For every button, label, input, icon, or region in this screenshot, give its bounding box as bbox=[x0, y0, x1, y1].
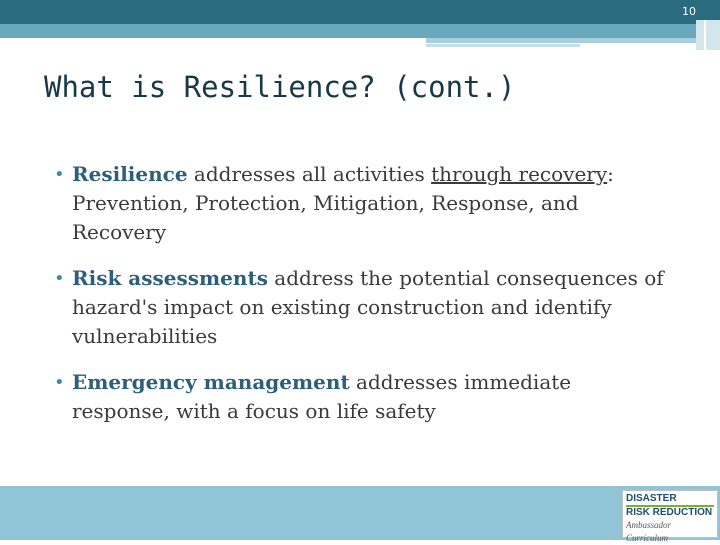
bullet-underlined-text: through recovery bbox=[431, 162, 608, 186]
bullet-text: addresses immediate response, with a focus on life safety bbox=[72, 370, 572, 423]
logo-line-curriculum: Ambassador Curriculum bbox=[626, 520, 672, 543]
bullet-term: Resilience bbox=[72, 162, 188, 186]
header-stripe-thin bbox=[426, 44, 580, 47]
bullet-text: address the potential consequences of hazard's impact on existing construction and identify vulnerabilities bbox=[72, 266, 664, 348]
bullet-text-continued: : Prevention, Protection, Mitigation, Response, and Recovery bbox=[72, 162, 614, 244]
footer-band bbox=[0, 486, 720, 540]
bullet-term: Emergency management bbox=[72, 370, 350, 394]
header-band-light bbox=[0, 24, 720, 38]
bullet-text: addresses all activities bbox=[187, 162, 432, 186]
bullet-marker-icon: • bbox=[54, 372, 65, 393]
bullet-list bbox=[54, 160, 674, 443]
bullet-resilience bbox=[54, 160, 674, 247]
bullet-term: Risk assessments bbox=[72, 266, 268, 290]
header-band bbox=[0, 0, 720, 24]
slide-title: What is Resilience? (cont.) bbox=[44, 70, 516, 104]
header-corner-divider bbox=[704, 20, 706, 50]
bullet-marker-icon: • bbox=[54, 164, 65, 185]
bullet-emergency-management bbox=[54, 368, 674, 426]
drr-logo bbox=[622, 490, 718, 543]
slide-number: 10 bbox=[682, 5, 696, 18]
bullet-risk-assessments bbox=[54, 264, 674, 351]
bullet-marker-icon: • bbox=[54, 268, 65, 289]
logo-line-risk-reduction: RISK REDUCTION bbox=[626, 507, 713, 518]
header-corner-accent bbox=[696, 20, 720, 50]
logo-line-disaster: DISASTER bbox=[626, 493, 677, 504]
header-stripe bbox=[426, 38, 720, 43]
